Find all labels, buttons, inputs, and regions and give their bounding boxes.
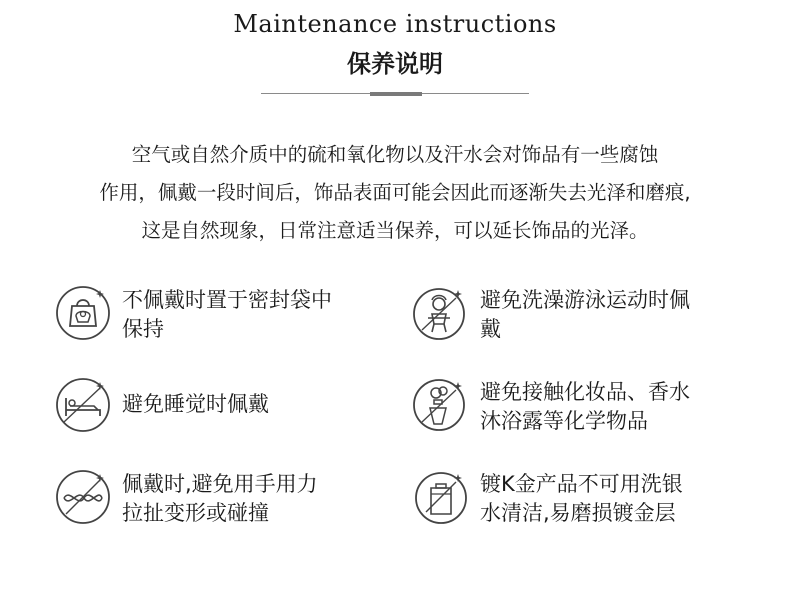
tip-text-line: 拉扯变形或碰撞 [122, 501, 269, 525]
tip-no-silver-cleaner [412, 468, 683, 528]
intro-line: 这是自然现象，日常注意适当保养，可以延长饰品的光泽。 [141, 219, 649, 242]
tip-no-chemicals [412, 376, 690, 436]
sealed-bag-icon [54, 284, 112, 342]
tangled-chain-icon [54, 468, 112, 526]
tip-text-line: 避免睡觉时佩戴 [122, 392, 269, 416]
swimmer-icon [412, 284, 470, 342]
cosmetics-spray-icon [412, 376, 470, 434]
tip-no-pulling [54, 468, 318, 528]
tip-text-line: 不佩戴时置于密封袋中 [122, 288, 332, 312]
tip-sealed-bag [54, 284, 332, 344]
tip-text-line: 水清洁,易磨损镀金层 [480, 501, 676, 525]
tip-text-line: 避免接触化妆品、香水 [480, 380, 690, 404]
intro-line: 作用，佩戴一段时间后，饰品表面可能会因此而逐渐失去光泽和磨痕, [99, 181, 691, 204]
tip-no-swimming [412, 284, 690, 344]
tip-text-line: 沐浴露等化学物品 [480, 409, 648, 433]
page-title-zh: 保养说明 [347, 50, 443, 78]
intro-paragraph [0, 136, 790, 250]
page-title-en: Maintenance instructions [233, 10, 557, 38]
tip-text-line: 佩戴时,避免用手用力 [122, 472, 318, 496]
tip-text-line: 保持 [122, 317, 164, 341]
intro-line: 空气或自然介质中的硫和氧化物以及汗水会对饰品有一些腐蚀 [131, 143, 659, 166]
tip-text-line: 镀K金产品不可用洗银 [480, 472, 683, 496]
title-divider-accent [370, 92, 422, 96]
bed-icon [54, 376, 112, 434]
tip-text-line: 戴 [480, 317, 501, 341]
tip-text-line: 避免洗澡游泳运动时佩 [480, 288, 690, 312]
cleaner-bottle-icon [412, 468, 470, 526]
tip-no-sleeping [54, 376, 269, 434]
